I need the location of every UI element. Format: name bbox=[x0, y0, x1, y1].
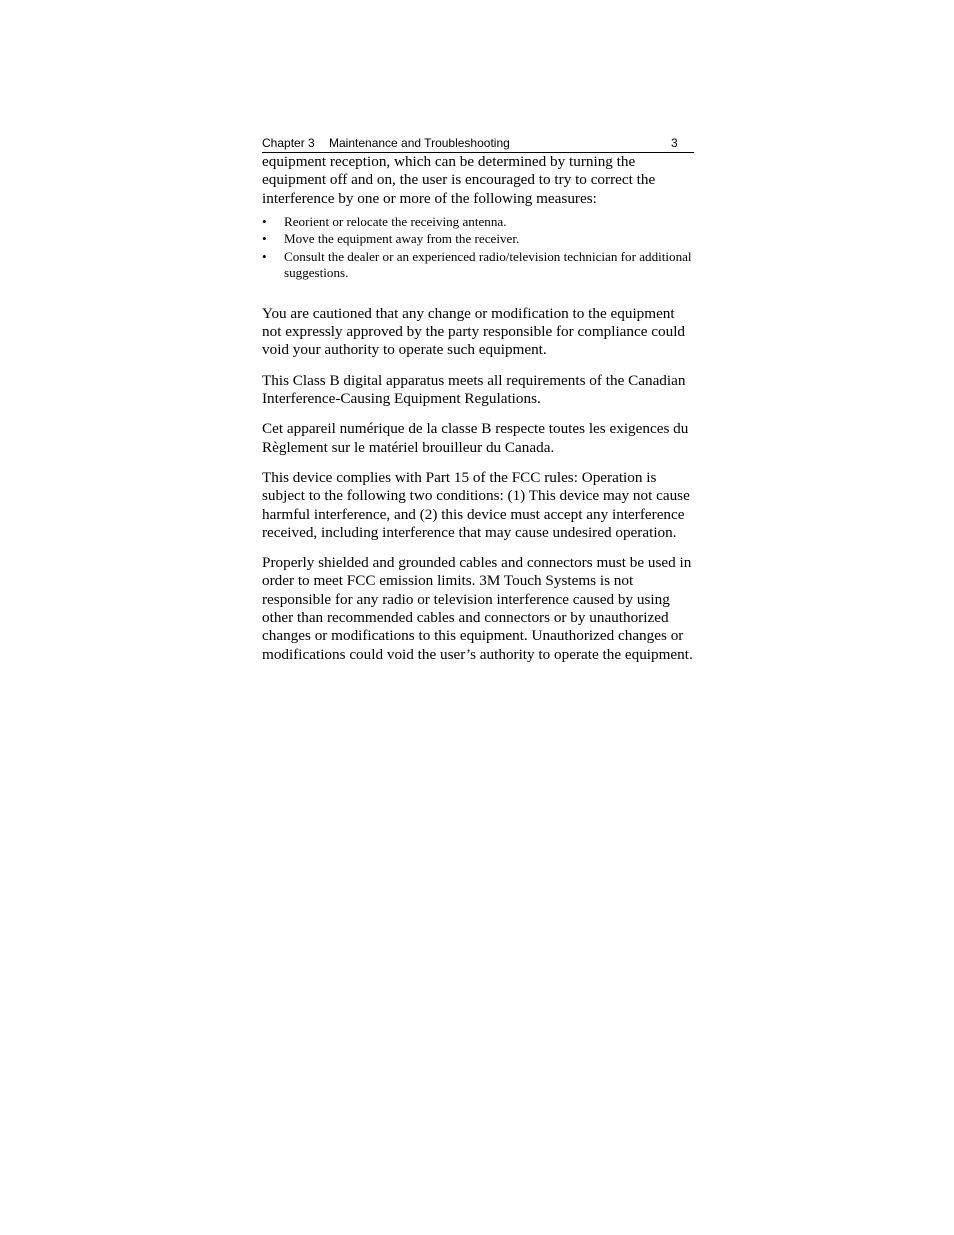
bullet-icon: • bbox=[262, 213, 267, 229]
bullet-icon: • bbox=[262, 248, 267, 264]
measures-list bbox=[262, 214, 694, 282]
canada-english-paragraph: This Class B digital apparatus meets all requirements of the Canadian Interference-Causing Equipment Regulations. bbox=[262, 371, 686, 408]
running-header bbox=[262, 134, 694, 153]
list-item-text: Reorient or relocate the receiving antenna. bbox=[284, 213, 507, 229]
list-item bbox=[262, 249, 694, 282]
document-page bbox=[262, 134, 694, 664]
chapter-label: Chapter 3 bbox=[262, 136, 315, 150]
canada-french-paragraph: Cet appareil numérique de la classe B respecte toutes les exigences du Règlement sur le matériel brouilleur du Canada. bbox=[262, 420, 689, 456]
list-item-text: Move the equipment away from the receiver. bbox=[284, 231, 520, 247]
chapter-title: Maintenance and Troubleshooting bbox=[329, 136, 510, 150]
list-item-text: Consult the dealer or an experienced radio/television technician for additional suggestions. bbox=[284, 248, 692, 281]
intro-paragraph: equipment reception, which can be determined by turning the equipment off and on, the user is encouraged to try to correct the interference by one or more of the following measures: bbox=[262, 153, 656, 207]
bullet-icon: • bbox=[262, 231, 267, 247]
fcc-paragraph: This device complies with Part 15 of the FCC rules: Operation is subject to the following two conditions: (1) This device may not cause harmful interference, and (2) this device must accept any interference received, including interference that may cause undesired operation. bbox=[262, 468, 690, 541]
cables-paragraph: Properly shielded and grounded cables and connectors must be used in order to meet FCC emission limits. 3M Touch Systems is not responsible for any radio or television interference caused by using other than recommended cables and connectors or by unauthorized changes or modifications to this equipment. Unauthorized changes or modifications could void the user’s authority to operate the equipment. bbox=[262, 554, 693, 663]
list-item bbox=[262, 214, 694, 231]
caution-paragraph: You are cautioned that any change or modification to the equipment not expressly approved by the party responsible for compliance could void your authority to operate such equipment. bbox=[262, 304, 686, 359]
body-text bbox=[262, 153, 694, 664]
page-number: 3 bbox=[671, 136, 678, 150]
list-item bbox=[262, 231, 694, 248]
